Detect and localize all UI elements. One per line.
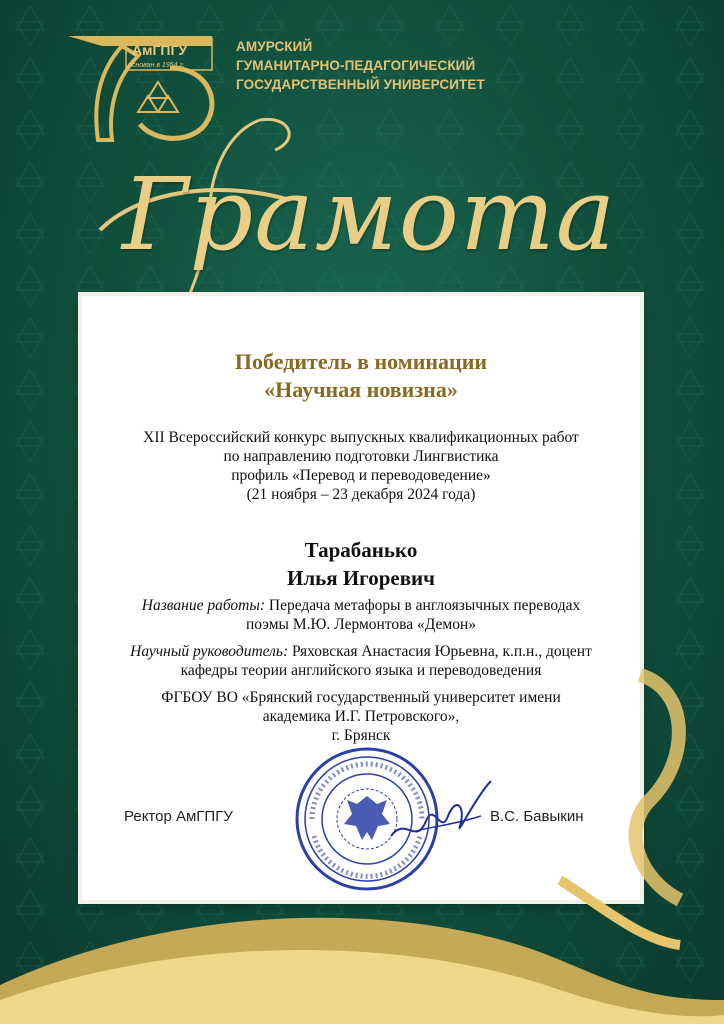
logo-founded-text: основан в 1954 г. [128, 62, 185, 69]
rector-position-label: Ректор АмГПГУ [124, 808, 233, 825]
advisor-name: Ряховская Анастасия Юрьевна, к.п.н., доцент [288, 643, 592, 660]
university-name-line: ГУМАНИТАРНО-ПЕДАГОГИЧЕСКИЙ [236, 58, 476, 73]
contest-dates: (21 ноября – 23 декабря 2024 года) [246, 486, 476, 503]
handwritten-signature [386, 776, 496, 856]
organization-line: академика И.Г. Петровского», [262, 708, 460, 725]
nomination-heading [82, 348, 640, 404]
winner-surname: Тарабанько [304, 538, 418, 562]
work-title-block [82, 596, 640, 634]
rector-name: В.С. Бавыкин [490, 808, 584, 825]
document-title: Грамота [122, 156, 617, 273]
contest-line: профиль «Перевод и переводоведение» [231, 467, 491, 484]
work-title-continued: поэмы М.Ю. Лермонтова «Демон» [245, 616, 477, 633]
organization-line: ФГБОУ ВО «Брянский государственный университет имени [161, 689, 561, 706]
university-name-line: ГОСУДАРСТВЕННЫЙ УНИВЕРСИТЕТ [236, 77, 485, 92]
nomination-name: «Научная новизна» [264, 377, 458, 402]
advisor-label: Научный руководитель: [130, 643, 289, 660]
logo-abbreviation: АмГПГУ [132, 42, 188, 58]
advisor-department: кафедры теории английского языка и переводоведения [180, 662, 542, 679]
organization-city: г. Брянск [331, 727, 391, 744]
winner-given-names: Илья Игоревич [287, 566, 435, 590]
university-name-line: АМУРСКИЙ [236, 39, 313, 54]
contest-line: по направлению подготовки Лингвистика [223, 448, 499, 465]
work-title: Передача метафоры в англоязычных переводах [265, 597, 581, 614]
advisor-block [82, 642, 640, 680]
nomination-line: Победитель в номинации [234, 349, 488, 374]
organization-block [82, 688, 640, 745]
winner-name [82, 536, 640, 592]
work-label: Название работы: [141, 597, 266, 614]
university-name [236, 37, 496, 94]
contest-description [82, 428, 640, 504]
contest-line: XII Всероссийский конкурс выпускных квалификационных работ [143, 429, 579, 446]
